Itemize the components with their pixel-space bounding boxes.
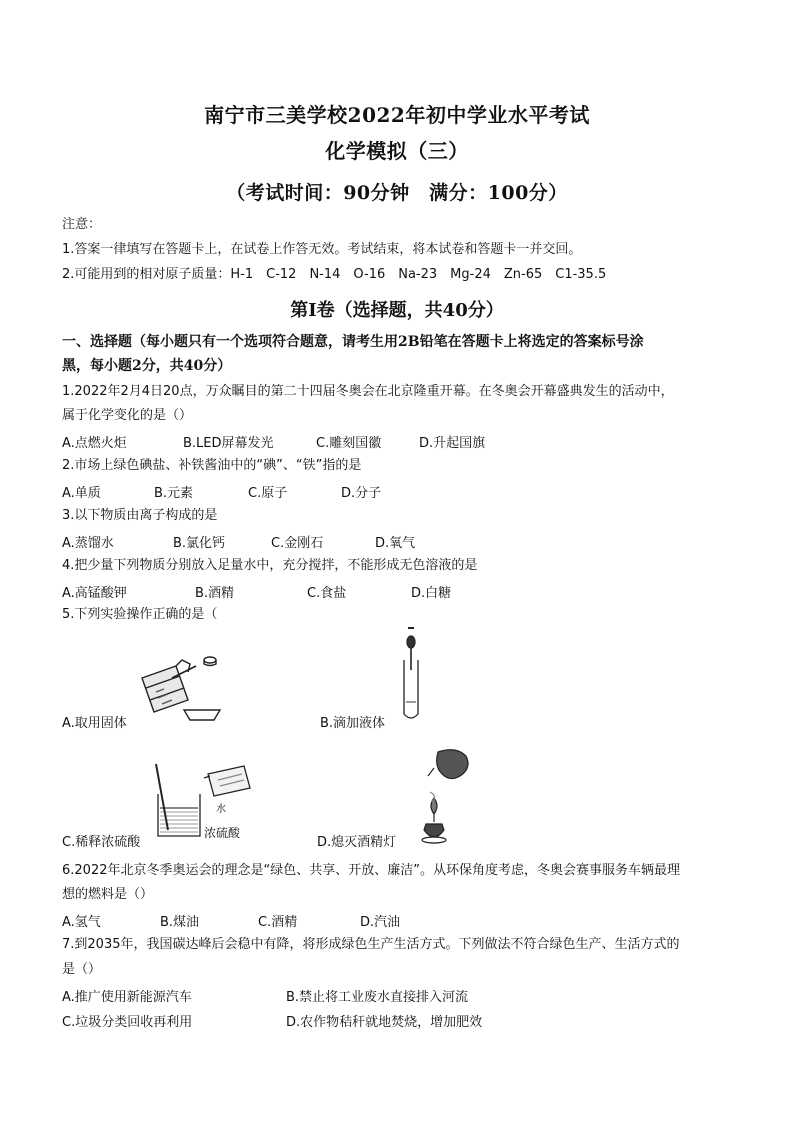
option-c[interactable]: C.原子: [248, 486, 288, 501]
option-a[interactable]: A.单质: [62, 486, 101, 501]
option-b[interactable]: B.煤油: [160, 915, 200, 930]
option-5-b-label[interactable]: B.滴加液体: [320, 716, 386, 731]
option-d[interactable]: D.分子: [341, 486, 382, 501]
option-c[interactable]: C.酒精: [258, 915, 298, 930]
option-a[interactable]: A.高锰酸钾: [62, 586, 127, 601]
option-c[interactable]: C.雕刻国徽: [316, 436, 382, 451]
option-c[interactable]: C.金刚石: [271, 536, 324, 551]
option-a[interactable]: A.氢气: [62, 915, 101, 930]
question-1-stem-line-1: 1.2022年2月4日20点，万众瞩目的第二十四届冬奥会在北京隆重开幕。在冬奥会开幕盛典发生的活动中，: [62, 384, 674, 399]
figure-take-solid: [128, 648, 232, 724]
option-a[interactable]: A.推广使用新能源汽车: [62, 990, 192, 1005]
question-7-stem-line-2: 是（）: [62, 962, 102, 977]
instructions-line-2: 黑，每小题2分，共40分）: [62, 358, 232, 374]
exam-subject: 化学模拟（三）: [325, 139, 469, 163]
figure-dilute-acid: [148, 760, 258, 840]
question-2-stem: 2.市场上绿色碘盐、补铁酱油中的“碘”、“铁”指的是: [62, 458, 362, 473]
figure-drop-liquid: [392, 626, 428, 726]
question-6-stem-line-2: 想的燃料是（）: [62, 887, 154, 902]
exam-title: 南宁市三美学校2022年初中学业水平考试: [204, 103, 590, 127]
instructions-line-1: 一、选择题（每小题只有一个选项符合题意，请考生用2B铅笔在答题卡上将选定的答案标号涂: [62, 334, 644, 350]
option-b[interactable]: B.酒精: [195, 586, 235, 601]
exam-info: （考试时间：90分钟 满分：100分）: [226, 182, 568, 204]
question-5-stem: 5.下列实验操作正确的是（: [62, 607, 218, 622]
figure-extinguish-lamp: [408, 746, 478, 846]
question-3-stem: 3.以下物质由离子构成的是: [62, 508, 218, 523]
notice-item-2: 2.可能用到的相对原子质量：H-1 C-12 N-14 O-16 Na-23 Mg-24 Zn-65 C1-35.5: [62, 267, 607, 282]
option-a[interactable]: A.点燃火炬: [62, 436, 127, 451]
option-c[interactable]: C.食盐: [307, 586, 347, 601]
option-b[interactable]: B.禁止将工业废水直接排入河流: [286, 990, 469, 1005]
option-b[interactable]: B.氯化钙: [173, 536, 226, 551]
option-5-c-label[interactable]: C.稀释浓硫酸: [62, 835, 141, 850]
question-7-stem-line-1: 7.到2035年，我国碳达峰后会稳中有降，将形成绿色生产生活方式。下列做法不符合绿色生产、生活方式的: [62, 937, 680, 952]
option-d[interactable]: D.汽油: [360, 915, 401, 930]
question-1-stem-line-2: 属于化学变化的是（）: [62, 408, 193, 423]
acid-label: 浓硫酸: [204, 826, 241, 840]
option-d[interactable]: D.白糖: [411, 586, 452, 601]
notice-label: 注意：: [62, 217, 102, 232]
option-5-d-label[interactable]: D.熄灭酒精灯: [317, 835, 397, 850]
question-6-stem-line-1: 6.2022年北京冬季奥运会的理念是“绿色、共享、开放、廉洁”。从环保角度考虑，冬奥会赛事服务车辆最理: [62, 863, 680, 878]
water-label: 水: [216, 804, 226, 815]
option-d[interactable]: D.氧气: [375, 536, 416, 551]
option-c[interactable]: C.垃圾分类回收再利用: [62, 1015, 193, 1030]
notice-item-1: 1.答案一律填写在答题卡上，在试卷上作答无效。考试结束，将本试卷和答题卡一并交回。: [62, 242, 582, 257]
question-4-stem: 4.把少量下列物质分别放入足量水中，充分搅拌，不能形成无色溶液的是: [62, 558, 478, 573]
option-d[interactable]: D.升起国旗: [419, 436, 486, 451]
option-b[interactable]: B.元素: [154, 486, 194, 501]
section-title: 第Ⅰ卷（选择题，共40分）: [290, 300, 504, 321]
option-a[interactable]: A.蒸馏水: [62, 536, 114, 551]
option-d[interactable]: D.农作物秸秆就地焚烧，增加肥效: [286, 1015, 483, 1030]
option-5-a-label[interactable]: A.取用固体: [62, 716, 127, 731]
option-b[interactable]: B.LED屏幕发光: [183, 436, 274, 451]
